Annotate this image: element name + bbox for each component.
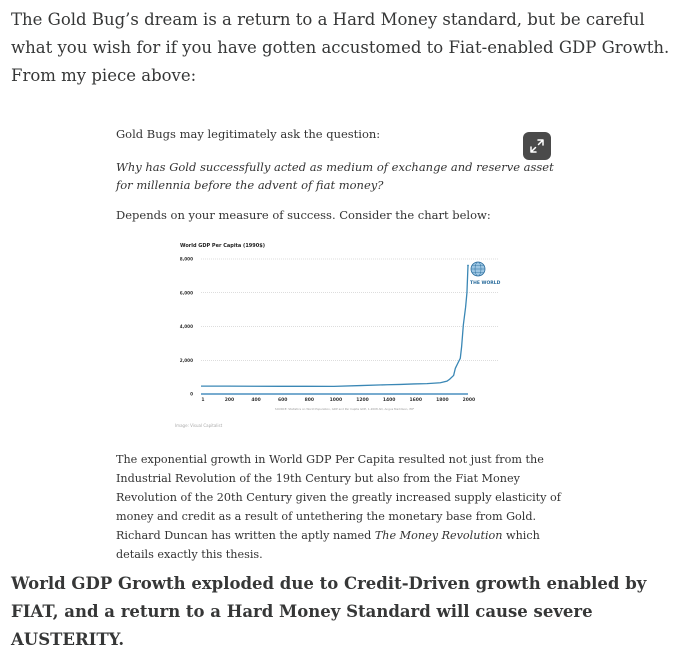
y-tick-label: 6,000 xyxy=(179,290,193,296)
gdp-line xyxy=(201,266,468,387)
embedded-quote-image xyxy=(113,118,561,561)
gdp-line-end-point xyxy=(467,265,469,267)
conclusion-paragraph: World GDP Growth exploded due to Credit-Driven growth enabled by FIAT, and a return to a Hard Money Standard will cause severe AUSTERITY. xyxy=(11,574,647,649)
expand-image-button[interactable] xyxy=(523,132,551,160)
x-tick-label: 2000 xyxy=(462,398,476,403)
x-tick-label: 1400 xyxy=(382,398,396,403)
image-credit: Image: Visual Capitalist xyxy=(175,423,223,428)
gdp-chart xyxy=(168,241,508,421)
book-title: The Money Revolution xyxy=(374,529,503,542)
x-tick-label: 400 xyxy=(251,398,261,403)
x-tick-label: 200 xyxy=(224,398,235,403)
x-tick-label: 800 xyxy=(304,398,314,403)
y-tick-label: 8,000 xyxy=(179,256,193,262)
x-tick-label: 1000 xyxy=(329,398,343,403)
question-quote: Why has Gold successfully acted as medium of exchange and reserve asset for millennia before the advent of fiat money? xyxy=(116,160,554,192)
answer-intro: Depends on your measure of success. Consider the chart below: xyxy=(116,208,491,222)
y-tick-label: 4,000 xyxy=(179,324,193,329)
world-annotation: THE WORLD xyxy=(470,281,501,286)
intro-paragraph: The Gold Bug’s dream is a return to a Hard Money standard, but be careful what you wish for if you have gotten accustomed to Fiat-enabled GDP Growth. From my piece above: xyxy=(11,10,670,85)
caption-text-end: which details exactly this thesis. xyxy=(116,529,540,561)
chart-title: World GDP Per Capita (1990$) xyxy=(180,243,265,249)
chart-caption xyxy=(116,450,561,564)
y-tick-label: 0 xyxy=(190,391,193,397)
expand-icon xyxy=(529,138,545,154)
x-tick-label: 1 xyxy=(201,398,205,403)
x-tick-label: 1800 xyxy=(436,398,449,403)
x-tick-label: 600 xyxy=(277,398,288,403)
x-tick-label: 1200 xyxy=(356,398,369,403)
question-intro: Gold Bugs may legitimately ask the question: xyxy=(116,127,381,141)
chart-source: SOURCE: Statistics on World Population, GDP and Per Capita GDP, 1-2008 AD, Angus Maddison, IMF xyxy=(274,407,415,411)
caption-text: The exponential growth in World GDP Per Capita resulted not just from the Industrial Revolution of the 19th Century but also from the Fiat Money Revolution of the 20th Century given the greatly increased supply elasticity of money and credit as a result of untethering the monetary base from Gold. Richard Duncan has written the aptly named xyxy=(116,453,561,542)
y-tick-label: 2,000 xyxy=(179,357,193,363)
x-tick-label: 1600 xyxy=(409,398,422,403)
